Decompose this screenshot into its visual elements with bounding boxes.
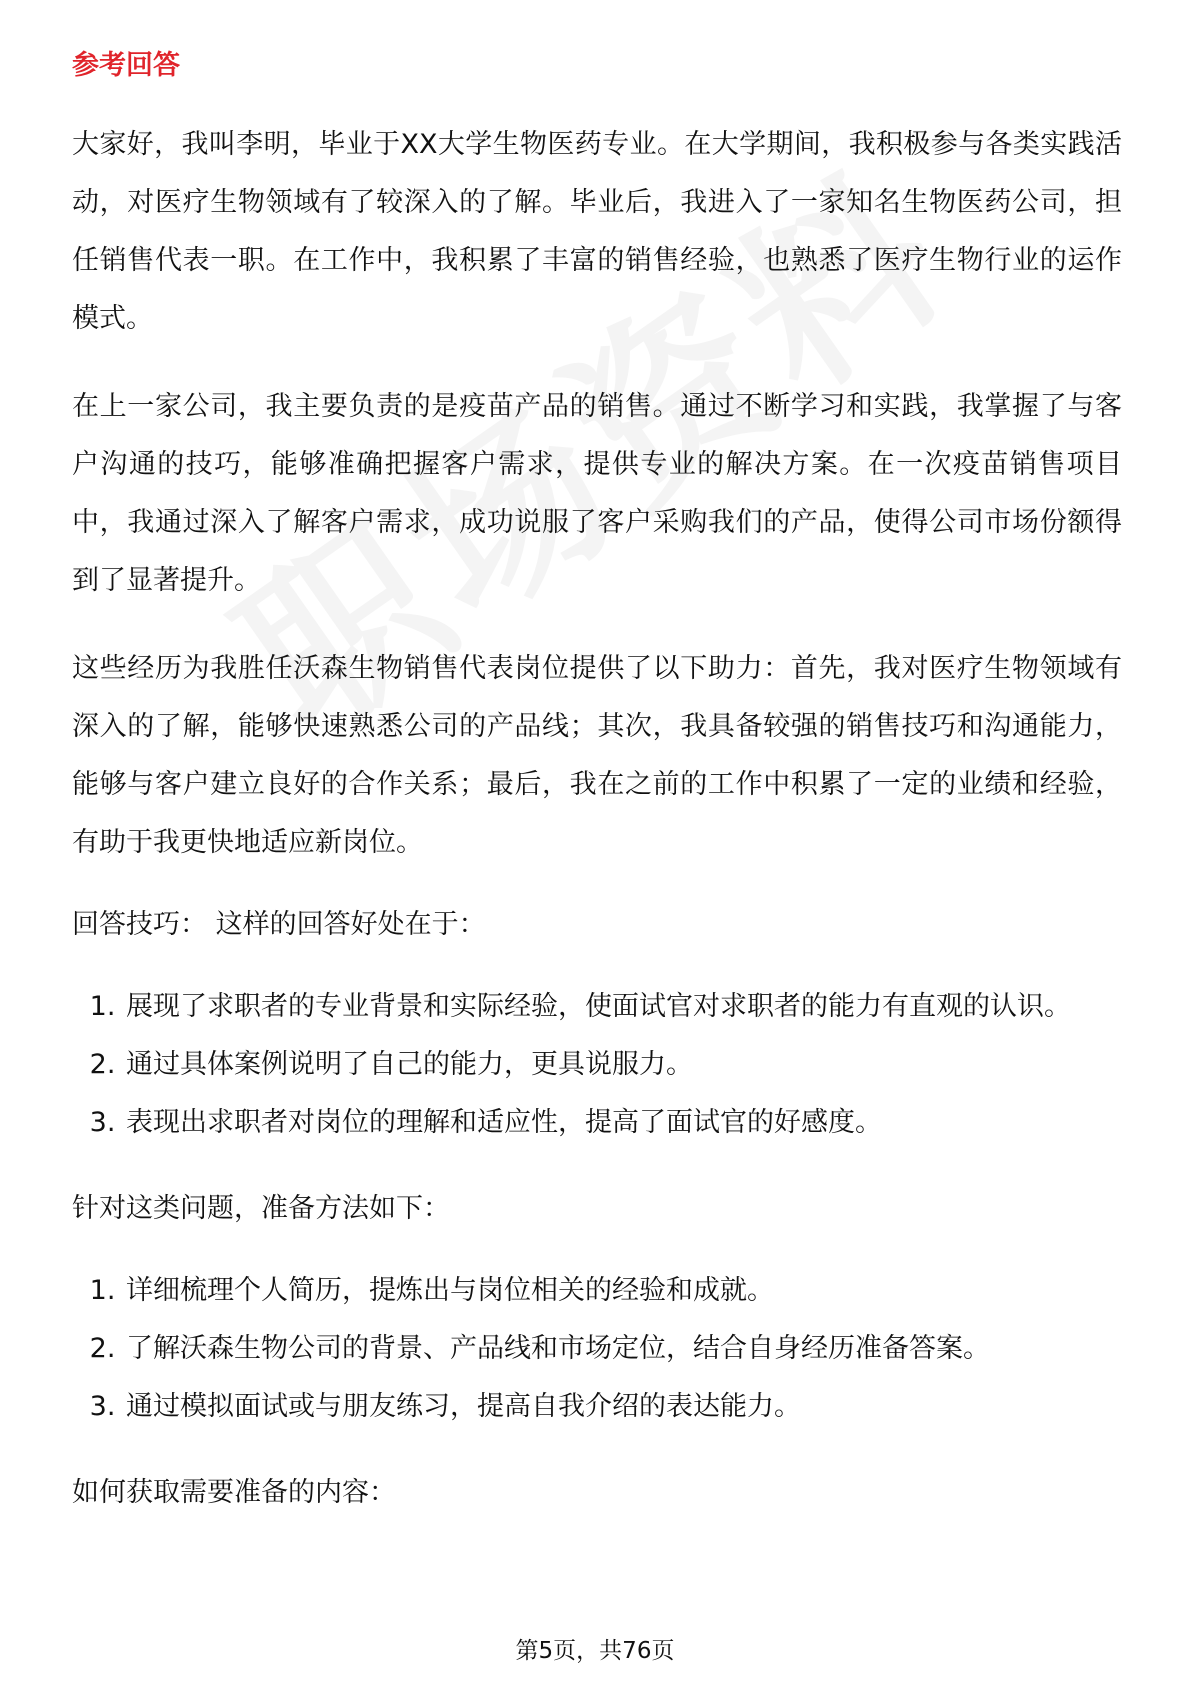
answer-paragraph-3: 这些经历为我胜任沃森生物销售代表岗位提供了以下助力：首先，我对医疗生物领域有深入的了解，能够快速熟悉公司的产品线；其次，我具备较强的销售技巧和沟通能力，能够与客户建立良好的合作关系；最后，我在之前的工作中积累了一定的业绩和经验，有助于我更快地适应新岗位。	[72, 653, 1122, 858]
answer-paragraph-1: 大家好，我叫李明，毕业于XX大学生物医药专业。在大学期间，我积极参与各类实践活动，对医疗生物领域有了较深入的了解。毕业后，我进入了一家知名生物医药公司，担任销售代表一职。在工作中，我积累了丰富的销售经验，也熟悉了医疗生物行业的运作模式。	[72, 129, 1122, 334]
tips-heading: 回答技巧： 这样的回答好处在于：	[72, 909, 486, 940]
list-item: 3. 表现出求职者对岗位的理解和适应性，提高了面试官的好感度。	[124, 1094, 1122, 1152]
prep-list	[72, 1262, 1122, 1436]
answer-paragraph-2: 在上一家公司，我主要负责的是疫苗产品的销售。通过不断学习和实践，我掌握了与客户沟通的技巧，能够准确把握客户需求，提供专业的解决方案。在一次疫苗销售项目中，我通过深入了解客户需求，成功说服了客户采购我们的产品，使得公司市场份额得到了显著提升。	[72, 391, 1122, 596]
closing-heading: 如何获取需要准备的内容：	[72, 1477, 396, 1508]
list-item: 1. 展现了求职者的专业背景和实际经验，使面试官对求职者的能力有直观的认识。	[124, 978, 1122, 1036]
list-item: 2. 了解沃森生物公司的背景、产品线和市场定位，结合自身经历准备答案。	[124, 1320, 1122, 1378]
list-item: 3. 通过模拟面试或与朋友练习，提高自我介绍的表达能力。	[124, 1378, 1122, 1436]
page-number-footer: 第5页，共76页	[515, 1638, 675, 1664]
list-item: 1. 详细梳理个人简历，提炼出与岗位相关的经验和成就。	[124, 1262, 1122, 1320]
section-title: 参考回答	[72, 50, 180, 81]
tips-list	[72, 978, 1122, 1152]
prep-heading: 针对这类问题，准备方法如下：	[72, 1193, 450, 1224]
page-content	[72, 46, 1122, 1552]
list-item: 2. 通过具体案例说明了自己的能力，更具说服力。	[124, 1036, 1122, 1094]
